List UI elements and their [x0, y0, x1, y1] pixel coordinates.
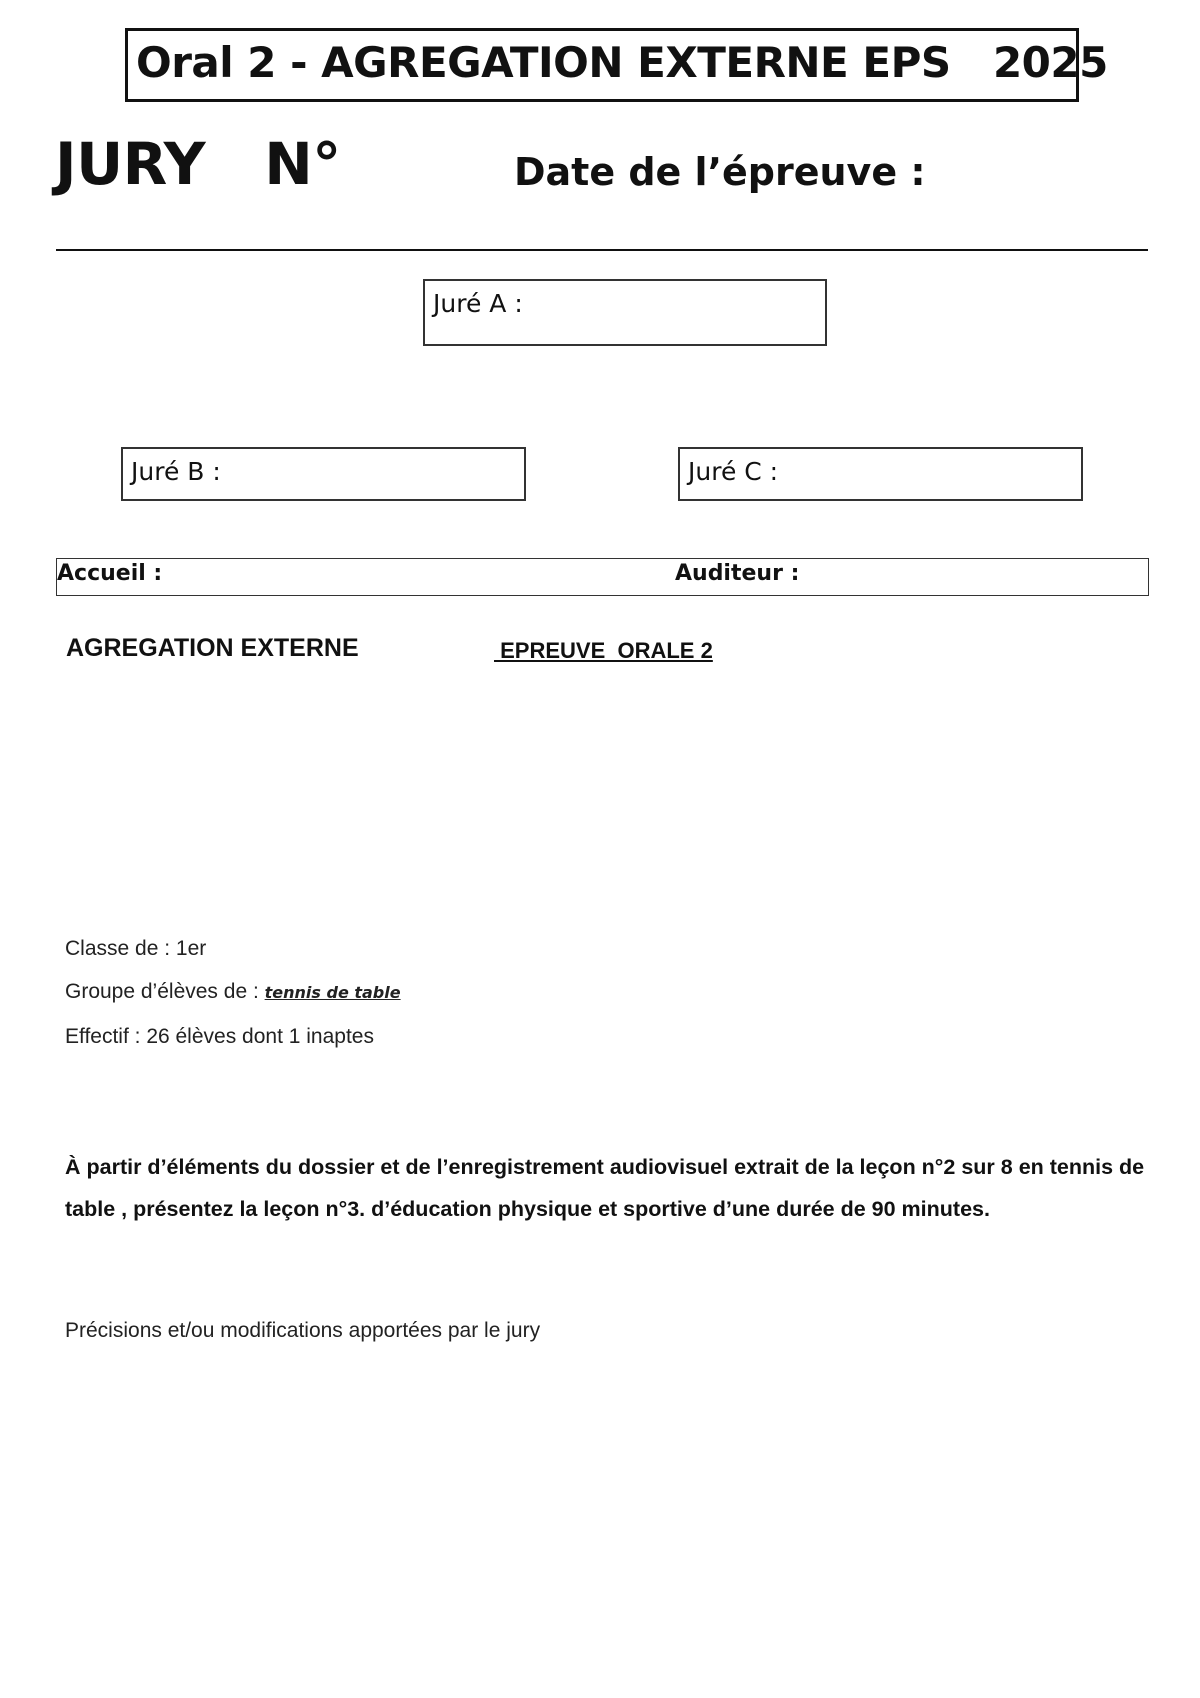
header-divider	[56, 249, 1148, 251]
groupe-prefix: Groupe d’élèves de :	[65, 980, 265, 1003]
jure-a-label: Juré A :	[433, 289, 523, 318]
groupe-line	[65, 980, 401, 1004]
classe-line: Classe de : 1er	[65, 937, 207, 960]
section-agregation: AGREGATION EXTERNE	[66, 634, 359, 662]
accueil-auditeur-field[interactable]	[56, 558, 1149, 596]
jure-c-label: Juré C :	[688, 457, 779, 486]
exam-date-label: Date de l’épreuve :	[514, 150, 926, 194]
section-epreuve: EPREUVE ORALE 2	[494, 638, 713, 663]
jure-c-field[interactable]	[678, 447, 1083, 501]
jure-b-label: Juré B :	[131, 457, 221, 486]
jury-number-label: JURY N°	[55, 130, 341, 198]
groupe-value: tennis de table	[264, 983, 401, 1002]
jure-a-field[interactable]	[423, 279, 827, 346]
effectif-line: Effectif : 26 élèves dont 1 inaptes	[65, 1025, 374, 1048]
document-title: Oral 2 - AGREGATION EXTERNE EPS 2025	[136, 38, 1108, 87]
precisions-text: Précisions et/ou modifications apportées par le jury	[65, 1319, 541, 1342]
consigne-text: À partir d’éléments du dossier et de l’enregistrement audiovisuel extrait de la leçon n°2 sur 8 en tennis de table , présentez la leçon n°3. d’éducation physique et sportive d’une durée de 90 minutes.	[65, 1155, 1145, 1221]
auditeur-label: Auditeur :	[675, 561, 800, 586]
accueil-label: Accueil :	[57, 561, 163, 586]
jure-b-field[interactable]	[121, 447, 526, 501]
